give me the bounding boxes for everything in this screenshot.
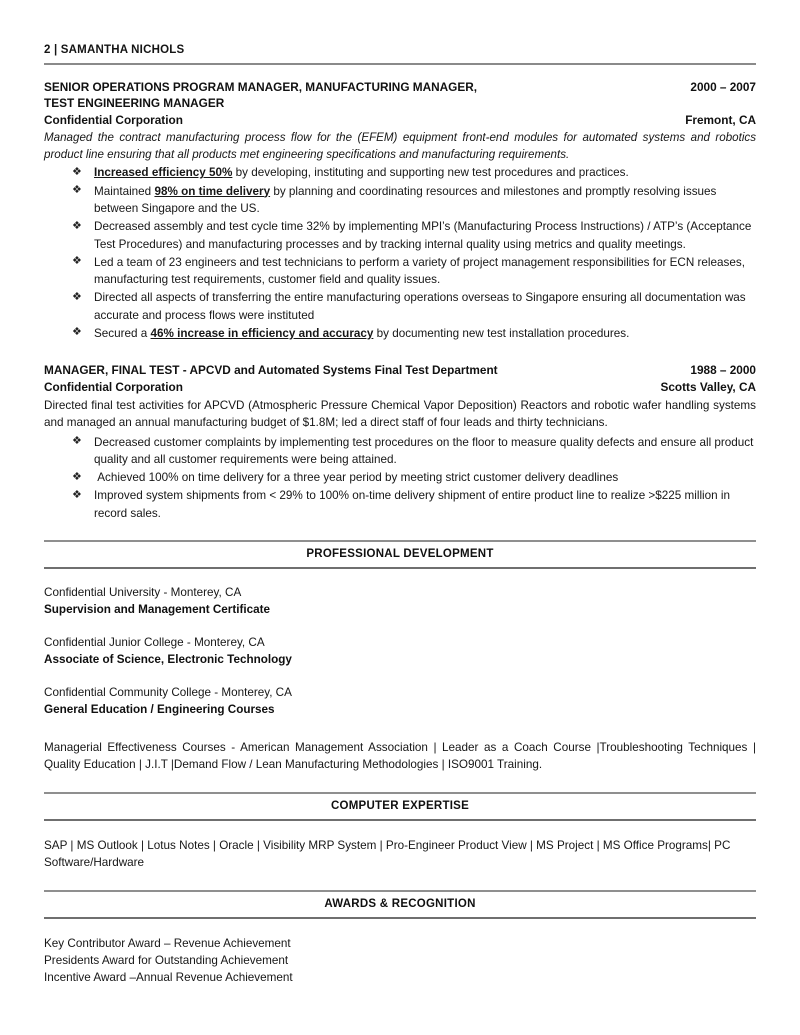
bullet-item [72, 183, 756, 218]
courses-paragraph: Managerial Effectiveness Courses - American Management Association | Leader as a Coach Course |Troubleshooting Techniques | Quality Education | J.I.T |Demand Flow / Lean Manufacturing Methodologies | ISO9001 Training. [44, 740, 756, 772]
bullet-lead: Decreased assembly and test cycle time 32% by implementing MPI’s (Manufacturing Process Instructions) / ATP’s (Acceptance Test Procedures) and manufacturing processes and by tracking internal quality using metrics and quality meetings. [94, 220, 752, 251]
diamond-bullet-icon: ❖ [72, 488, 82, 501]
bullet-lead: Directed all aspects of transferring the entire manufacturing operations overseas to Singapore ensuring all documentation was accurate and process flows were instituted [94, 291, 746, 322]
education-school: Confidential Community College - Monterey, CA [44, 685, 292, 699]
bullet-rest: by planning and coordinating resources and milestones and promptly resolving issues between Singapore and the US. [94, 184, 717, 216]
section-divider-top [44, 890, 756, 892]
section-divider-top [44, 540, 756, 542]
job-title-row [44, 79, 756, 96]
bullet-item [72, 434, 756, 469]
bullet-item [72, 254, 756, 289]
bullet-item [72, 325, 756, 343]
bullet-rest: by documenting new test installation procedures. [373, 326, 630, 340]
section-title: COMPUTER EXPERTISE [330, 800, 470, 813]
job-entry-1 [44, 79, 756, 343]
education-entry [44, 635, 756, 669]
section-divider-top [44, 792, 756, 794]
bullet-item [72, 487, 756, 522]
education-school: Confidential University - Monterey, CA [44, 586, 242, 600]
section-divider-bottom [44, 819, 756, 821]
job-bullet-list [44, 164, 756, 342]
job-bullet-list [44, 434, 756, 523]
bullet-item [72, 164, 756, 182]
bullet-rest: by developing, instituting and supporting new test procedures and practices. [232, 166, 629, 180]
diamond-bullet-icon: ❖ [72, 290, 82, 303]
job-company-row [44, 379, 756, 396]
education-school: Confidential Junior College - Monterey, CA [44, 636, 265, 650]
job-summary: Managed the contract manufacturing process flow for the (EFEM) equipment front-end modules for automated systems and robotics product line ensuring that all products met engineering specifications and manufacturing requirements. [44, 130, 756, 161]
section-professional-development [44, 540, 756, 774]
section-divider-bottom [44, 567, 756, 569]
bullet-lead: Maintained [94, 184, 155, 198]
education-degree: Supervision and Management Certificate [44, 603, 271, 617]
job-location: Scotts Valley, CA [660, 380, 756, 395]
bullet-emphasis: Increased efficiency 50% [94, 166, 233, 180]
job-summary: Directed final test activities for APCVD (Atmospheric Pressure Chemical Vapor Deposition) Reactors and robotic wafer handling systems and managed an annual manufacturing budget of $1.8M; led a direct staff of four leads and thirty technicians. [44, 398, 756, 430]
job-title-continued: TEST ENGINEERING MANAGER [44, 96, 225, 111]
bullet-lead: Led a team of 23 engineers and test technicians to perform a variety of project management responsibilities for ECN releases, manufacturing test requirements, customer field and quality issues. [94, 255, 745, 287]
diamond-bullet-icon: ❖ [72, 326, 82, 339]
bullet-lead: Decreased customer complaints by implementing test procedures on the floor to measure quality defects and ensure all product quality and all customer requirements were being attained. [94, 435, 754, 467]
job-entry-2 [44, 362, 756, 522]
diamond-bullet-icon: ❖ [72, 435, 82, 448]
bullet-item [72, 218, 756, 253]
education-entry [44, 685, 756, 719]
diamond-bullet-icon: ❖ [72, 219, 82, 232]
job-dates: 1988 – 2000 [690, 363, 756, 378]
award-item: Key Contributor Award – Revenue Achievement [44, 936, 291, 950]
job-dates: 2000 – 2007 [690, 79, 756, 94]
job-title: SENIOR OPERATIONS PROGRAM MANAGER, MANUFACTURING MANAGER, [44, 79, 477, 94]
job-company: Confidential Corporation [44, 380, 183, 395]
header-divider [44, 63, 756, 65]
bullet-item [72, 289, 756, 324]
computer-expertise-list: SAP | MS Outlook | Lotus Notes | Oracle | Visibility MRP System | Pro-Engineer Product View | MS Project | MS Office Programs| PC Software/Hardware [44, 838, 731, 870]
awards-list [44, 935, 756, 987]
section-computer-expertise [44, 792, 756, 872]
section-awards [44, 890, 756, 986]
award-item: Incentive Award –Annual Revenue Achievement [44, 971, 293, 985]
job-title-row [44, 362, 756, 379]
job-title: MANAGER, FINAL TEST - APCVD and Automated Systems Final Test Department [44, 363, 498, 378]
job-location: Fremont, CA [685, 113, 756, 128]
job-company-row [44, 112, 756, 129]
education-entry [44, 585, 756, 619]
diamond-bullet-icon: ❖ [72, 255, 82, 268]
diamond-bullet-icon: ❖ [72, 184, 82, 197]
section-title: PROFESSIONAL DEVELOPMENT [306, 548, 494, 561]
education-degree: General Education / Engineering Courses [44, 702, 275, 716]
bullet-lead: Achieved 100% on time delivery for a three year period by meeting strict customer delivery deadlines [94, 471, 619, 485]
diamond-bullet-icon: ❖ [72, 470, 82, 483]
page-header: 2 | SAMANTHA NICHOLS [44, 44, 185, 56]
diamond-bullet-icon: ❖ [72, 165, 82, 178]
job-company: Confidential Corporation [44, 113, 183, 128]
bullet-lead: Improved system shipments from < 29% to 100% on-time delivery shipment of entire product line to realize >$225 million in record sales. [94, 489, 730, 520]
education-degree: Associate of Science, Electronic Technology [44, 653, 292, 667]
bullet-emphasis: 46% increase in efficiency and accuracy [150, 326, 374, 340]
bullet-emphasis: 98% on time delivery [154, 184, 271, 198]
section-title: AWARDS & RECOGNITION [324, 897, 476, 910]
bullet-item [72, 469, 756, 487]
award-item: Presidents Award for Outstanding Achievement [44, 953, 289, 967]
section-divider-bottom [44, 917, 756, 919]
bullet-lead: Secured a [94, 326, 151, 340]
